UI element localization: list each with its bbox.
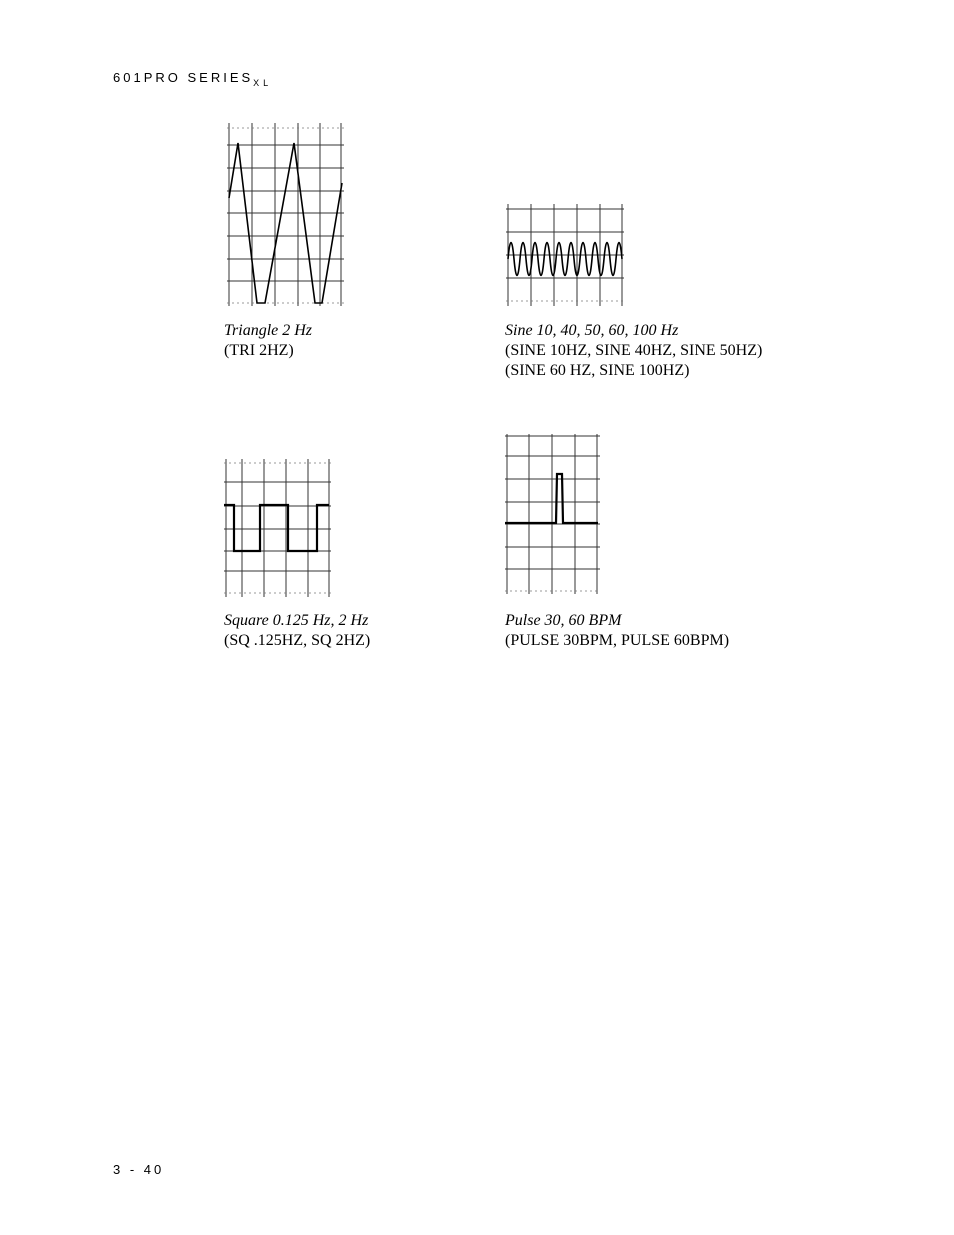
scope-grid	[224, 459, 331, 597]
figure-title: Square 0.125 Hz, 2 Hz	[224, 612, 369, 629]
figure-command: (SINE 60 HZ, SINE 100HZ)	[505, 362, 690, 379]
figure-title: Sine 10, 40, 50, 60, 100 Hz	[505, 322, 679, 339]
triangle-scope-trace	[227, 123, 344, 306]
figure-caption-square	[224, 611, 370, 651]
sine-trace	[508, 243, 622, 276]
scope-grid	[506, 204, 624, 306]
figure-caption-pulse	[505, 611, 729, 651]
header-suffix: XL	[253, 78, 273, 88]
page-header	[113, 70, 273, 88]
page-number: 3 - 40	[113, 1162, 165, 1177]
square-scope-trace	[224, 459, 331, 597]
figure-caption-triangle	[224, 321, 312, 361]
header-series: 601PRO SERIES	[113, 70, 254, 85]
figure-command: (PULSE 30BPM, PULSE 60BPM)	[505, 632, 730, 649]
figure-command: (TRI 2HZ)	[224, 342, 294, 359]
figure-command: (SINE 10HZ, SINE 40HZ, SINE 50HZ)	[505, 342, 763, 359]
square-trace	[224, 505, 329, 551]
figure-caption-sine	[505, 321, 762, 381]
sine-scope-trace	[506, 204, 624, 306]
figure-command: (SQ .125HZ, SQ 2HZ)	[224, 632, 371, 649]
pulse-scope-trace	[505, 434, 600, 594]
figure-title: Triangle 2 Hz	[224, 322, 313, 339]
scope-grid	[505, 434, 600, 594]
figure-title: Pulse 30, 60 BPM	[505, 612, 622, 629]
triangle-trace	[229, 143, 342, 303]
